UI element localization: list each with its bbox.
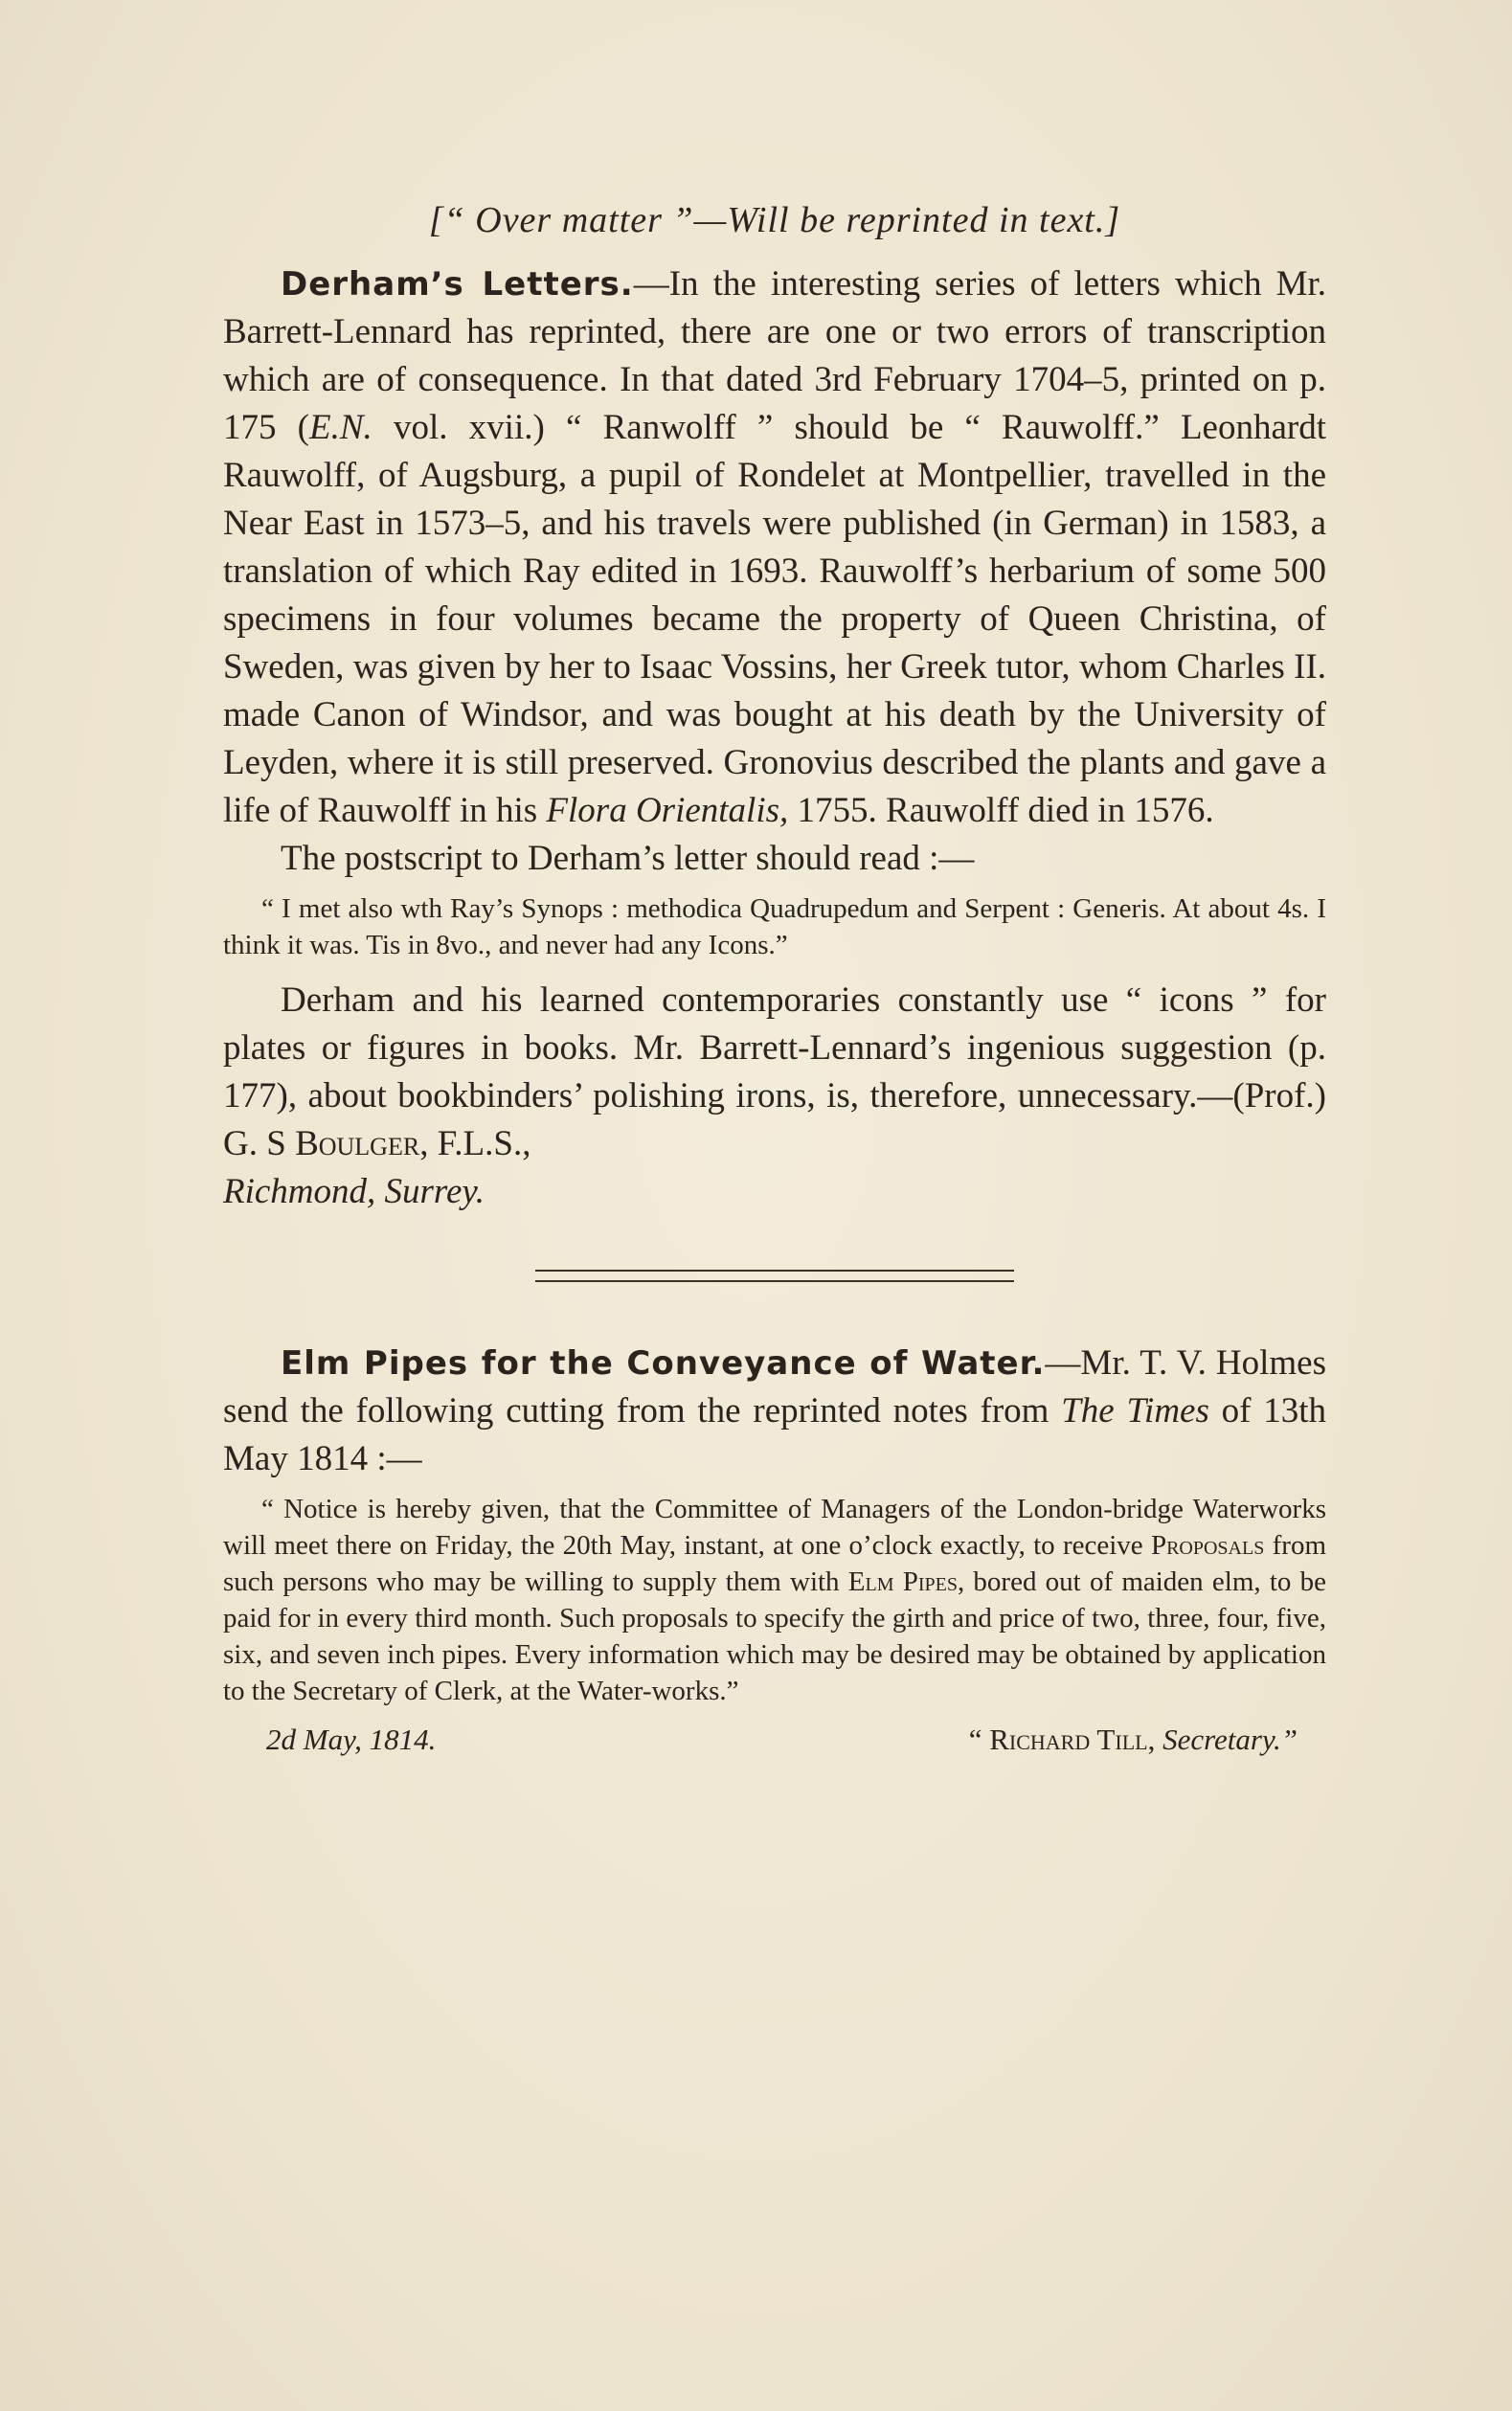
signature-row (223, 1723, 1326, 1757)
signer: “ Richard Till, Secretary.” (968, 1723, 1298, 1756)
derham-paragraph-2: The postscript to Derham’s letter should read :— (281, 839, 975, 878)
derham-paragraph-1: Derham’s Letters.—In the interesting series of letters which Mr. Barrett-Lennard has reprinted, there are one or two errors of transcription which are of consequence. In that dated 3rd February 1704–5, printed on p. 175 (E.N. vol. xvii.) “ Ranwolff ” should be “ Rauwolff.” Leonhardt Rauwolff, of Augsburg, a pupil of Rondelet at Montpellier, travelled in the Near East in 1573–5, and his travels were published (in German) in 1583, a translation of which Ray edited in 1693. Rauwolff’s herbarium of some 500 specimens in four volumes became the property of Queen Christina, of Sweden, was given by her to Isaac Vossins, her Greek tutor, whom Charles II. made Canon of Windsor, and was bought at his death by the University of Leyden, where it is still preserved. Gronovius described the plants and gave a life of Rauwolff in his Flora Orientalis, 1755. Rauwolff died in 1576. (223, 264, 1327, 830)
derham-paragraph-3: Derham and his learned contemporaries constantly use “ icons ” for plates or figures in books. Mr. Barrett-Lennard’s ingenious suggestion (p. 177), about bookbinders’ polishing irons, is, therefore, unnecessary.—(Prof.) G. S Boulger, F.L.S., Richmond, Surrey. (223, 980, 1326, 1211)
text-column (223, 199, 1326, 1757)
elm-title: Elm Pipes for the Conveyance of Water. (281, 1344, 1046, 1383)
section-divider (535, 1270, 1014, 1282)
elm-quote: “ Notice is hereby given, that the Committee of Managers of the London-bridge Waterworks will meet there on Friday, the 20th May, instant, at one o’clock exactly, to receive Proposals from such persons who may be willing to supply them with Elm Pipes, bored out of maiden elm, to be paid for in every third month. Such proposals to specify the girth and price of two, three, four, five, six, and seven inch pipes. Every information which may be desired may be obtained by application to the Secretary of Clerk, at the Water-works.” (223, 1494, 1326, 1706)
derham-title: Derham’s Letters. (281, 265, 634, 304)
author-name: Boulger (295, 1124, 420, 1163)
editor-note: [“ Over matter ”—Will be reprinted in text.] (428, 200, 1121, 240)
derham-quote: “ I met also wth Ray’s Synops : methodica Quadrupedum and Serpent : Generis. At about 4s. I think it was. Tis in 8vo., and never had any Icons.” (223, 893, 1326, 960)
quote-date: 2d May, 1814. (266, 1723, 437, 1756)
elm-paragraph-1: Elm Pipes for the Conveyance of Water.—Mr. T. V. Holmes send the following cutting from the reprinted notes from The Times of 13th May 1814 :— (223, 1343, 1326, 1478)
author-place: Richmond, Surrey. (223, 1172, 485, 1211)
